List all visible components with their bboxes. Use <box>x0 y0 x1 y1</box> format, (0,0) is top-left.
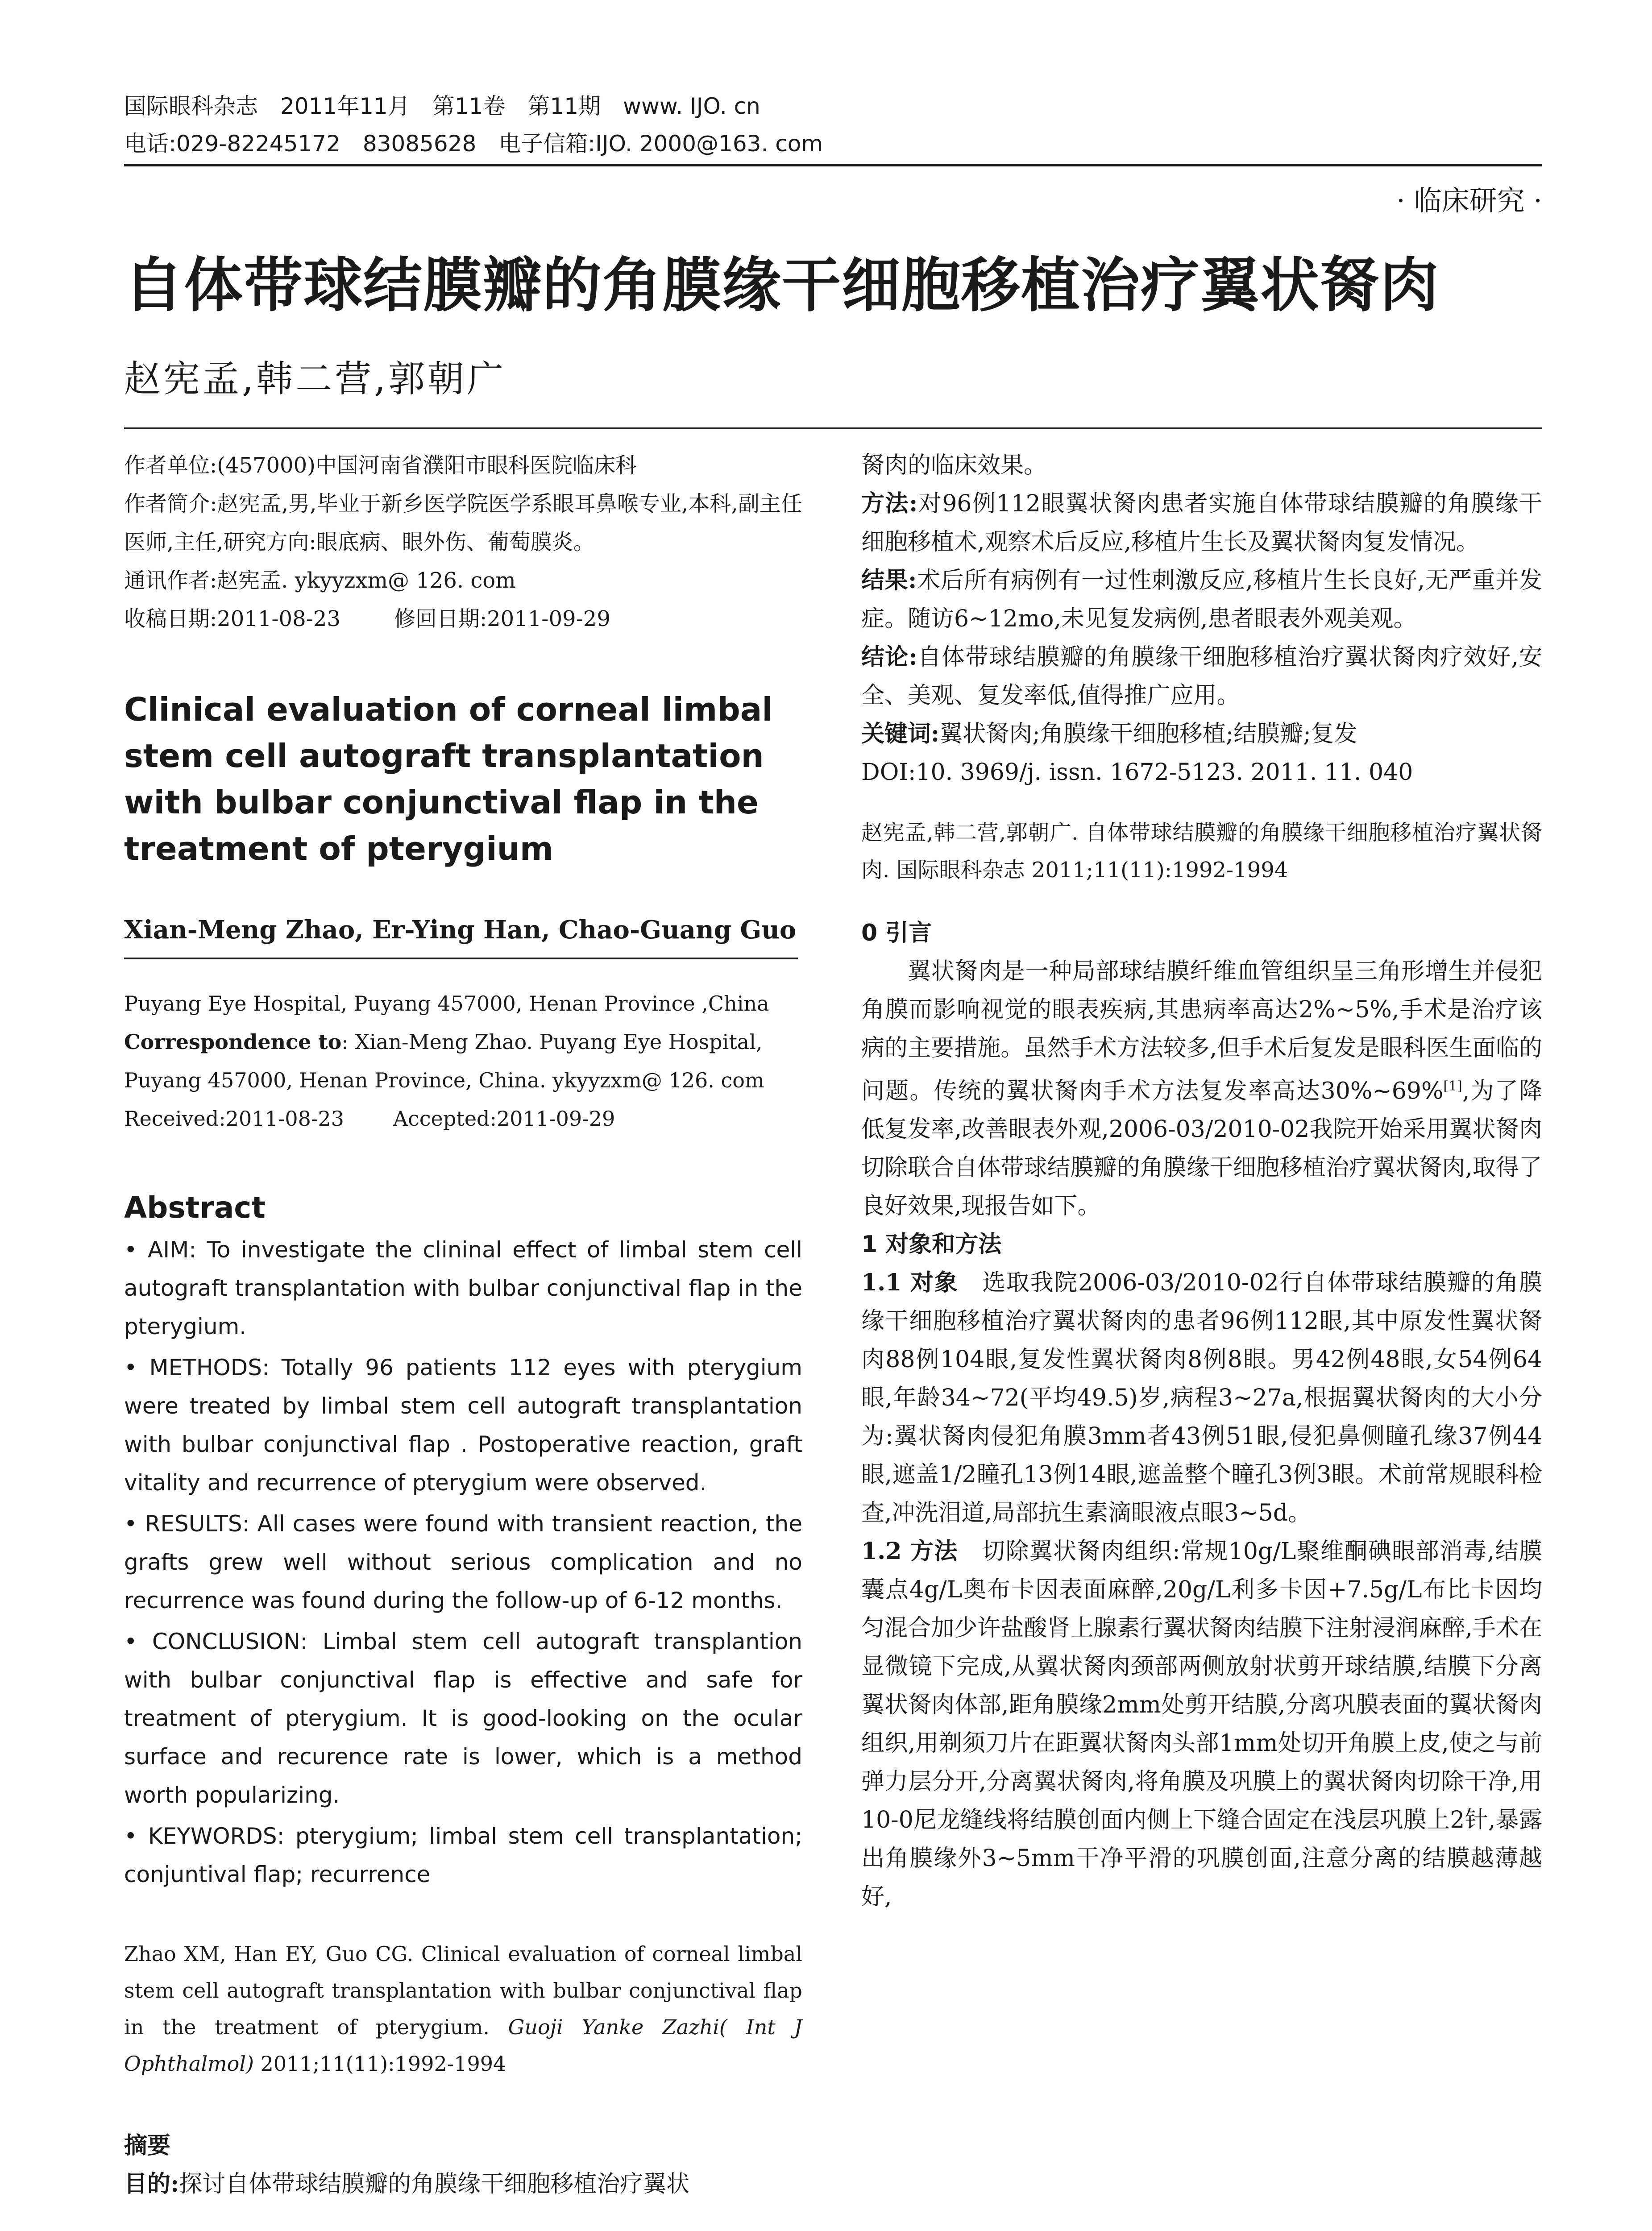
chinese-aim-end: 胬肉的临床效果。 <box>861 452 1047 479</box>
section-1-1: 1.1 对象 选取我院2006-03/2010-02行自体带球结膜瓣的角膜缘干细胞移植治疗翼状胬肉的患者96例112眼,其中原发性翼状胬肉88例104眼,复发性翼状胬肉8例8眼。男42例48眼,女54例64眼,年龄34~72(平均49.5)岁,病程3~27a,根据翼状胬肉的大小分为:翼状胬肉侵犯角膜3mm者43例51眼,侵犯鼻侧瞳孔缘37例44眼,遮盖1/2瞳孔13例14眼,遮盖整个瞳孔3例3眼。术前常规眼科检查,冲洗泪道,局部抗生素滴眼液点眼3~5d。 <box>861 1269 1542 1527</box>
english-authors: Xian-Meng Zhao, Er-Ying Han, Chao-Guang Guo <box>124 913 798 959</box>
article-authors: 赵宪孟,韩二营,郭朝广 <box>124 358 506 400</box>
right-column <box>861 446 1542 1916</box>
journal-header-line2: 电话:029-82245172 83085628 电子信箱:IJO. 2000@163. com <box>124 131 823 157</box>
author-meta <box>124 446 802 638</box>
header-rule <box>124 164 1542 166</box>
article-title: 自体带球结膜瓣的角膜缘干细胞移植治疗翼状胬肉 <box>124 251 1440 320</box>
author-bio: 作者简介:赵宪孟,男,毕业于新乡医学院医学系眼耳鼻喉专业,本科,副主任医师,主任,研究方向:眼底病、眼外伤、葡萄膜炎。 <box>124 491 802 555</box>
english-citation <box>124 1936 802 2082</box>
doi: DOI:10. 3969/j. issn. 1672-5123. 2011. 11. 040 <box>861 759 1413 786</box>
intro-paragraph: 翼状胬肉是一种局部球结膜纤维血管组织呈三角形增生并侵犯角膜而影响视觉的眼表疾病,其患病率高达2%~5%,手术是治疗该病的主要措施。虽然手术方法较多,但手术后复发是眼科医生面临的问题。传统的翼状胬肉手术方法复发率高达30%~69%[1],为了降低复发率,改善眼表外观,2006-03/2010-02我院开始采用翼状胬肉切除联合自体带球结膜瓣的角膜缘干细胞移植治疗翼状胬肉,取得了良好效果,现报告如下。 <box>861 958 1542 1220</box>
dates-cn <box>124 600 802 638</box>
chinese-conclusion-label: 结论: <box>861 643 917 671</box>
section1-heading: 1 对象和方法 <box>861 1231 1002 1258</box>
received-date-en: Received:2011-08-23 <box>124 1107 344 1131</box>
journal-header-line1: 国际眼科杂志 2011年11月 第11卷 第11期 www. IJO. cn <box>124 93 760 119</box>
revised-date-cn: 修回日期:2011-09-29 <box>394 606 610 631</box>
abstract-conclusion: • CONCLUSION: Limbal stem cell autograft transplantion with bulbar conjunctival flap is effective and safe for treatment of pterygium. It is good-looking on the ocular surface and recurence rate is lower, which is a method worth popularizing. <box>124 1629 802 1808</box>
chinese-aim-label: 目的: <box>124 2170 179 2198</box>
abstract-aim: • AIM: To investigate the clininal effect of limbal stem cell autograft transplantation with bulbar conjunctival flap in the pterygium. <box>124 1237 802 1339</box>
abstract-heading: Abstract <box>124 1190 266 1225</box>
correspondence-label: Correspondence to <box>124 1030 342 1054</box>
accepted-date-en: Accepted:2011-09-29 <box>393 1107 615 1131</box>
chinese-citation: 赵宪孟,韩二营,郭朝广. 自体带球结膜瓣的角膜缘干细胞移植治疗翼状胬肉. 国际眼科杂志 2011;11(11):1992-1994 <box>861 820 1542 883</box>
chinese-keywords-label: 关键词: <box>861 720 940 747</box>
abstract-methods: • METHODS: Totally 96 patients 112 eyes with pterygium were treated by limbal stem cell autograft transplantation with bulbar conjunctival flap . Postoperative reaction, graft vitality and recurrence of pterygium were observed. <box>124 1355 802 1496</box>
dates-en <box>124 1099 802 1138</box>
citation-part-b: 2011;11(11):1992-1994 <box>254 2052 506 2076</box>
section-1-1-label: 1.1 对象 <box>861 1269 983 1297</box>
section-1-2: 1.2 方法 切除翼状胬肉组织:常规10g/L聚维酮碘眼部消毒,结膜囊点4g/L奥布卡因表面麻醉,20g/L利多卡因+7.5g/L布比卡因均匀混合加少许盐酸肾上腺素行翼状胬肉结膜下注射浸润麻醉,手术在显微镜下完成,从翼状胬肉颈部两侧放射状剪开球结膜,结膜下分离翼状胬肉体部,距角膜缘2mm处剪开结膜,分离巩膜表面的翼状胬肉组织,用剃须刀片在距翼状胬肉头部1mm处切开角膜上皮,使之与前弹力层分开,分离翼状胬肉,将角膜及巩膜上的翼状胬肉切除干净,用10-0尼龙缝线将结膜创面内侧上下缝合固定在浅层巩膜上2针,暴露出角膜缘外3~5mm干净平滑的巩膜创面,注意分离的结膜越薄越好, <box>861 1538 1542 1911</box>
chinese-results: 结果:术后所有病例有一过性刺激反应,移植片生长良好,无严重并发症。随访6~12mo,未见复发病例,患者眼表外观美观。 <box>861 567 1543 632</box>
chinese-results-label: 结果: <box>861 567 917 594</box>
chinese-conclusion: 结论:自体带球结膜瓣的角膜缘干细胞移植治疗翼状胬肉疗效好,安全、美观、复发率低,值得推广应用。 <box>861 643 1542 709</box>
section-1-2-label: 1.2 方法 <box>861 1538 982 1565</box>
citation-part-a: Zhao XM, Han EY, Guo CG. Clinical evaluation of corneal limbal stem cell autograft transplantation with bulbar conjunctival flap in the treatment of pterygium. <box>124 1942 802 2039</box>
title-rule <box>124 427 1542 429</box>
english-correspondence <box>124 1023 802 1099</box>
english-affiliation: Puyang Eye Hospital, Puyang 457000, Henan Province ,China <box>124 991 769 1016</box>
abstract-keywords: • KEYWORDS: pterygium; limbal stem cell transplantation; conjuntival flap; recurrence <box>124 1823 802 1887</box>
english-affiliation-block <box>124 984 802 1138</box>
section-label: · 临床研究 · <box>1396 184 1542 217</box>
author-unit: 作者单位:(457000)中国河南省濮阳市眼科医院临床科 <box>124 453 637 478</box>
intro-heading: 0 引言 <box>861 920 932 946</box>
abstract-results: • RESULTS: All cases were found with transient reaction, the grafts grew well without serious complication and no recurrence was found during the follow-up of 6-12 months. <box>124 1511 802 1613</box>
chinese-abstract-heading: 摘要 <box>124 2132 171 2159</box>
citation-journal: Guoji Yanke Zazhi( Int J Ophthalmol) <box>124 2015 802 2076</box>
chinese-aim-text-start: 探讨自体带球结膜瓣的角膜缘干细胞移植治疗翼状 <box>179 2171 690 2198</box>
english-abstract <box>124 1231 802 1894</box>
left-column <box>124 446 802 2203</box>
chinese-methods-label: 方法: <box>861 490 918 517</box>
chinese-methods: 方法:对96例112眼翼状胬肉患者实施自体带球结膜瓣的角膜缘干细胞移植术,观察术后反应,移植片生长及翼状胬肉复发情况。 <box>861 490 1542 556</box>
corresponding-author: 通讯作者:赵宪孟. ykyyzxm@ 126. com <box>124 568 516 593</box>
chinese-keywords: 关键词:翼状胬肉;角膜缘干细胞移植;结膜瓣;复发 <box>861 720 1357 747</box>
citation-ref: [1] <box>1443 1078 1462 1094</box>
english-title: Clinical evaluation of corneal limbal stem cell autograft transplantation with bulbar conjunctival flap in the treatment of pterygium <box>124 691 773 867</box>
chinese-aim-start <box>124 2165 802 2203</box>
received-date-cn: 收稿日期:2011-08-23 <box>124 606 340 631</box>
correspondence-text: : Xian-Meng Zhao. Puyang Eye Hospital, Puyang 457000, Henan Province, China. ykyyzxm@ 126. com <box>124 1030 764 1092</box>
